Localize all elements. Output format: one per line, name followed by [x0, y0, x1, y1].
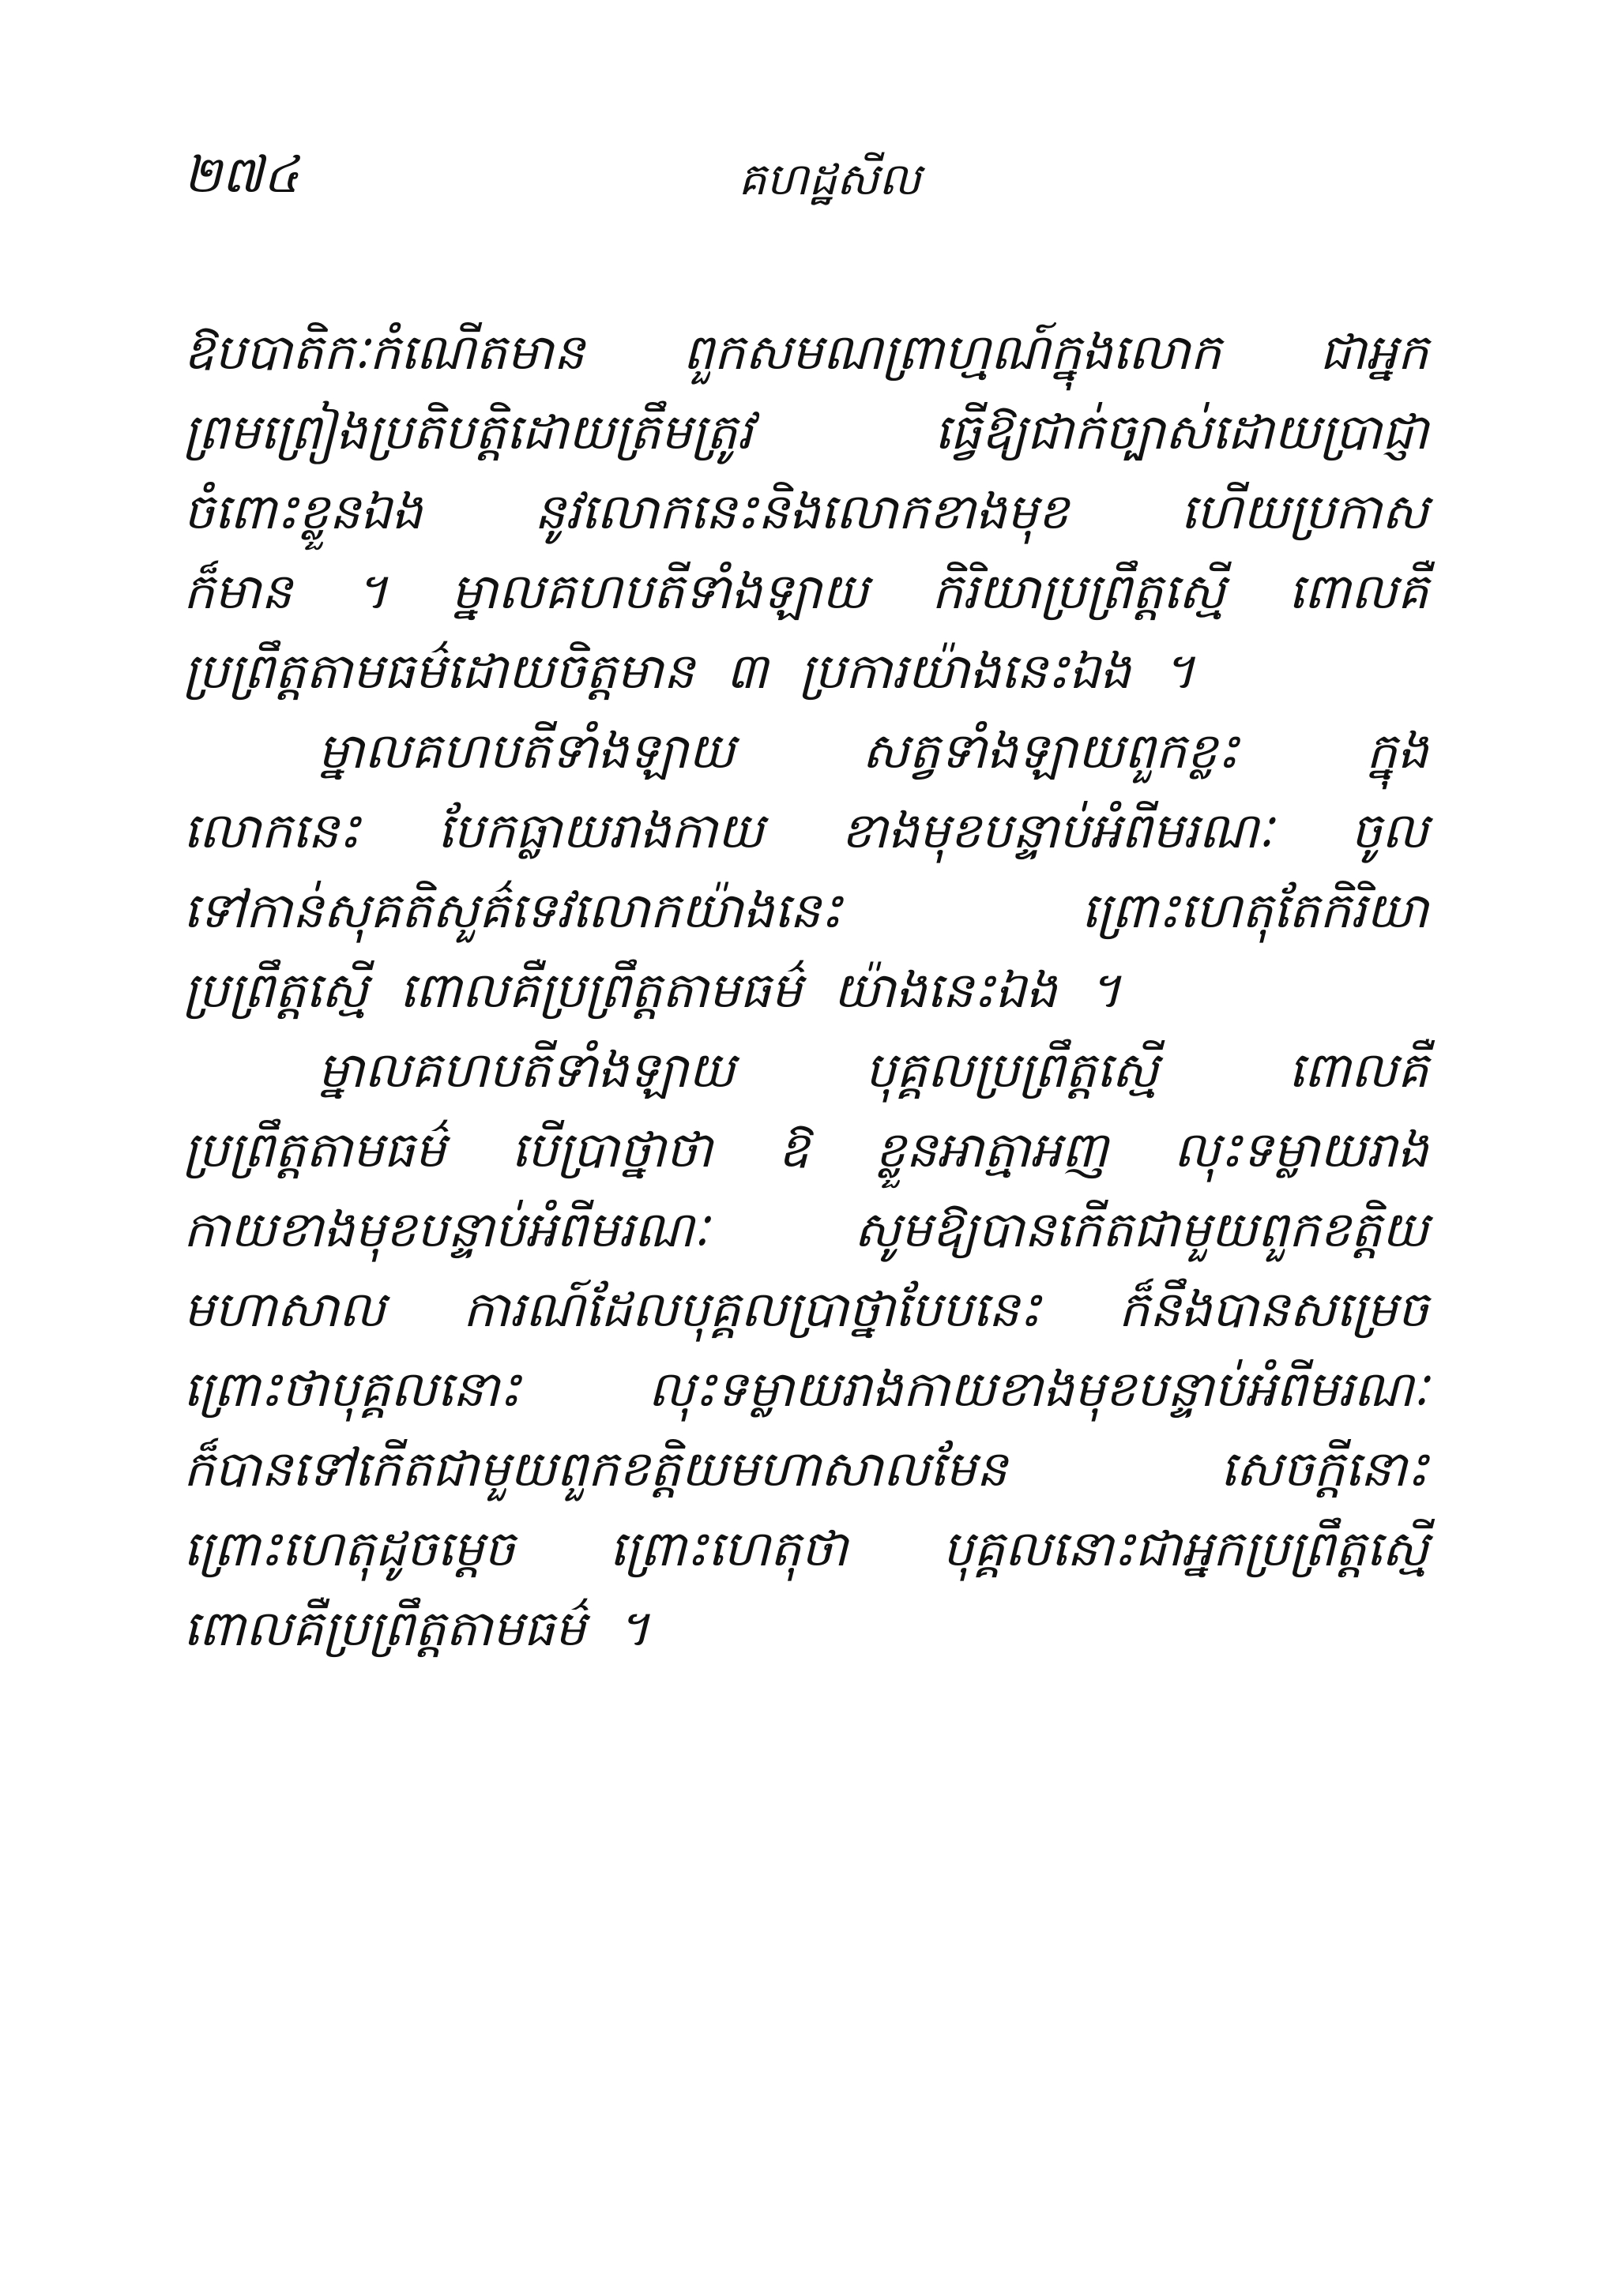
text-word: ម្នាលគហបតីទាំងឡាយ [318, 722, 736, 780]
text-word: ប្រព្រឹត្តស្មើ [183, 961, 368, 1019]
text-word: ព្រោះហេតុតែកិរិយា [1081, 881, 1428, 939]
running-header-title: គហដ្ឋសីល [738, 154, 921, 205]
text-word: ម្នាលគហបតីទាំងឡាយ [450, 562, 869, 620]
text-word: យ៉ាងនេះឯង [833, 961, 1057, 1019]
text-word: ប្រព្រឹត្តតាមធម៌ដោយចិត្តមាន [183, 642, 694, 700]
text-word: ប្រការយ៉ាងនេះឯង [799, 642, 1131, 700]
text-word: ខ្លួនអាត្មាអញ [875, 1121, 1108, 1178]
text-word: ជាអ្នក [1319, 323, 1428, 381]
text-word: លុះទម្លាយរាងកាយខាងមុខបន្ទាប់អំពីមរណៈ [648, 1360, 1428, 1418]
text-word: ។ [1162, 642, 1195, 700]
text-word: ខាងមុខបន្ទាប់អំពីមរណៈ [841, 802, 1274, 859]
text-line [183, 312, 1428, 392]
text-line [183, 1588, 1428, 1668]
text-word: លុះទម្លាយរាង [1173, 1121, 1428, 1178]
body-text [183, 312, 1428, 1668]
text-word: កិរិយាប្រព្រឹត្តស្មើ [931, 562, 1225, 620]
text-word: ពោលគឺប្រព្រឹត្តតាមធម៌ [399, 961, 802, 1019]
text-word: ទៅកាន់សុគតិសួគ៌ទេវលោកយ៉ាងនេះ [183, 881, 843, 939]
text-line [183, 392, 1428, 472]
text-word: ព្រោះថាបុគ្គលនោះ [183, 1360, 521, 1418]
text-word: នូវលោកនេះនិងលោកខាងមុខ [534, 483, 1069, 540]
text-word: បុគ្គលប្រព្រឹត្តស្មើ [864, 1041, 1159, 1099]
text-word: ព្រោះហេតុដូចម្តេច [183, 1520, 515, 1577]
text-word: ពោលគឺ [1288, 1041, 1428, 1099]
text-word: ព្រោះហេតុថា [609, 1520, 848, 1577]
page-number: ២៧៤ [183, 146, 299, 205]
text-line [183, 791, 1428, 870]
text-word: ពោលគឺ [1288, 562, 1428, 620]
text-line [183, 1349, 1428, 1429]
text-line [183, 1429, 1428, 1509]
text-line [183, 870, 1428, 950]
text-word: សេចក្តីនោះ [1220, 1440, 1428, 1497]
text-word: ធ្វើឱ្យជាក់ច្បាស់ដោយប្រាជ្ញា [934, 403, 1428, 460]
text-line [183, 631, 1428, 711]
text-line [183, 950, 1428, 1030]
text-word: ការណ៍ដែលបុគ្គលប្រាថ្នាបែបនេះ [463, 1280, 1041, 1338]
text-word: ម្នាលគហបតីទាំងឡាយ [318, 1041, 736, 1099]
text-word: ក៏នឹងបានសម្រេច [1118, 1280, 1428, 1338]
text-line [183, 1509, 1428, 1588]
text-word: ។ [617, 1599, 650, 1657]
text-line [183, 551, 1428, 631]
text-word: បើប្រាថ្នាថា [511, 1121, 713, 1178]
text-word: ។ [1088, 961, 1121, 1019]
text-line [183, 472, 1428, 551]
text-word: ចំពោះខ្លួនឯង [183, 483, 423, 540]
text-word: ក៏បានទៅកើតជាមួយពួកខត្តិយមហាសាលមែន [183, 1440, 1007, 1497]
text-word: ឱ [777, 1121, 810, 1178]
text-word: ក៏មាន [183, 562, 292, 620]
text-word: ៣ [725, 642, 768, 700]
text-word: ឱបបាតិកៈកំណើតមាន [183, 323, 585, 381]
text-word: លោកនេះ [183, 802, 361, 859]
text-line [183, 1269, 1428, 1349]
text-line [183, 1030, 1428, 1110]
text-word: ។ [355, 562, 388, 620]
text-word: ពួកសមណព្រាហ្មណ៍ក្នុងលោក [683, 323, 1221, 381]
text-word: ប្រព្រឹត្តតាមធម៌ [183, 1121, 446, 1178]
text-word: សូមឱ្យបានកើតជាមួយពួកខត្តិយ [854, 1201, 1428, 1258]
text-word: មហាសាល [183, 1280, 386, 1338]
text-word: ចូល [1350, 802, 1428, 859]
text-line [183, 711, 1428, 791]
text-word: ក្នុង [1366, 722, 1428, 780]
text-word: ហើយប្រកាស [1180, 483, 1428, 540]
text-word: សត្វទាំងឡាយពួកខ្លះ [862, 722, 1240, 780]
text-line [183, 1189, 1428, 1269]
text-word: កាយខាងមុខបន្ទាប់អំពីមរណៈ [183, 1201, 709, 1258]
text-word: ពោលគឺប្រព្រឹត្តតាមធម៌ [183, 1599, 586, 1657]
text-word: បុគ្គលនោះជាអ្នកប្រព្រឹត្តស្មើ [942, 1520, 1428, 1577]
text-word: បែកធ្លាយរាងកាយ [437, 802, 764, 859]
text-line [183, 1110, 1428, 1189]
text-word: ព្រមព្រៀងប្រតិបត្តិដោយត្រឹមត្រូវ [183, 403, 753, 460]
